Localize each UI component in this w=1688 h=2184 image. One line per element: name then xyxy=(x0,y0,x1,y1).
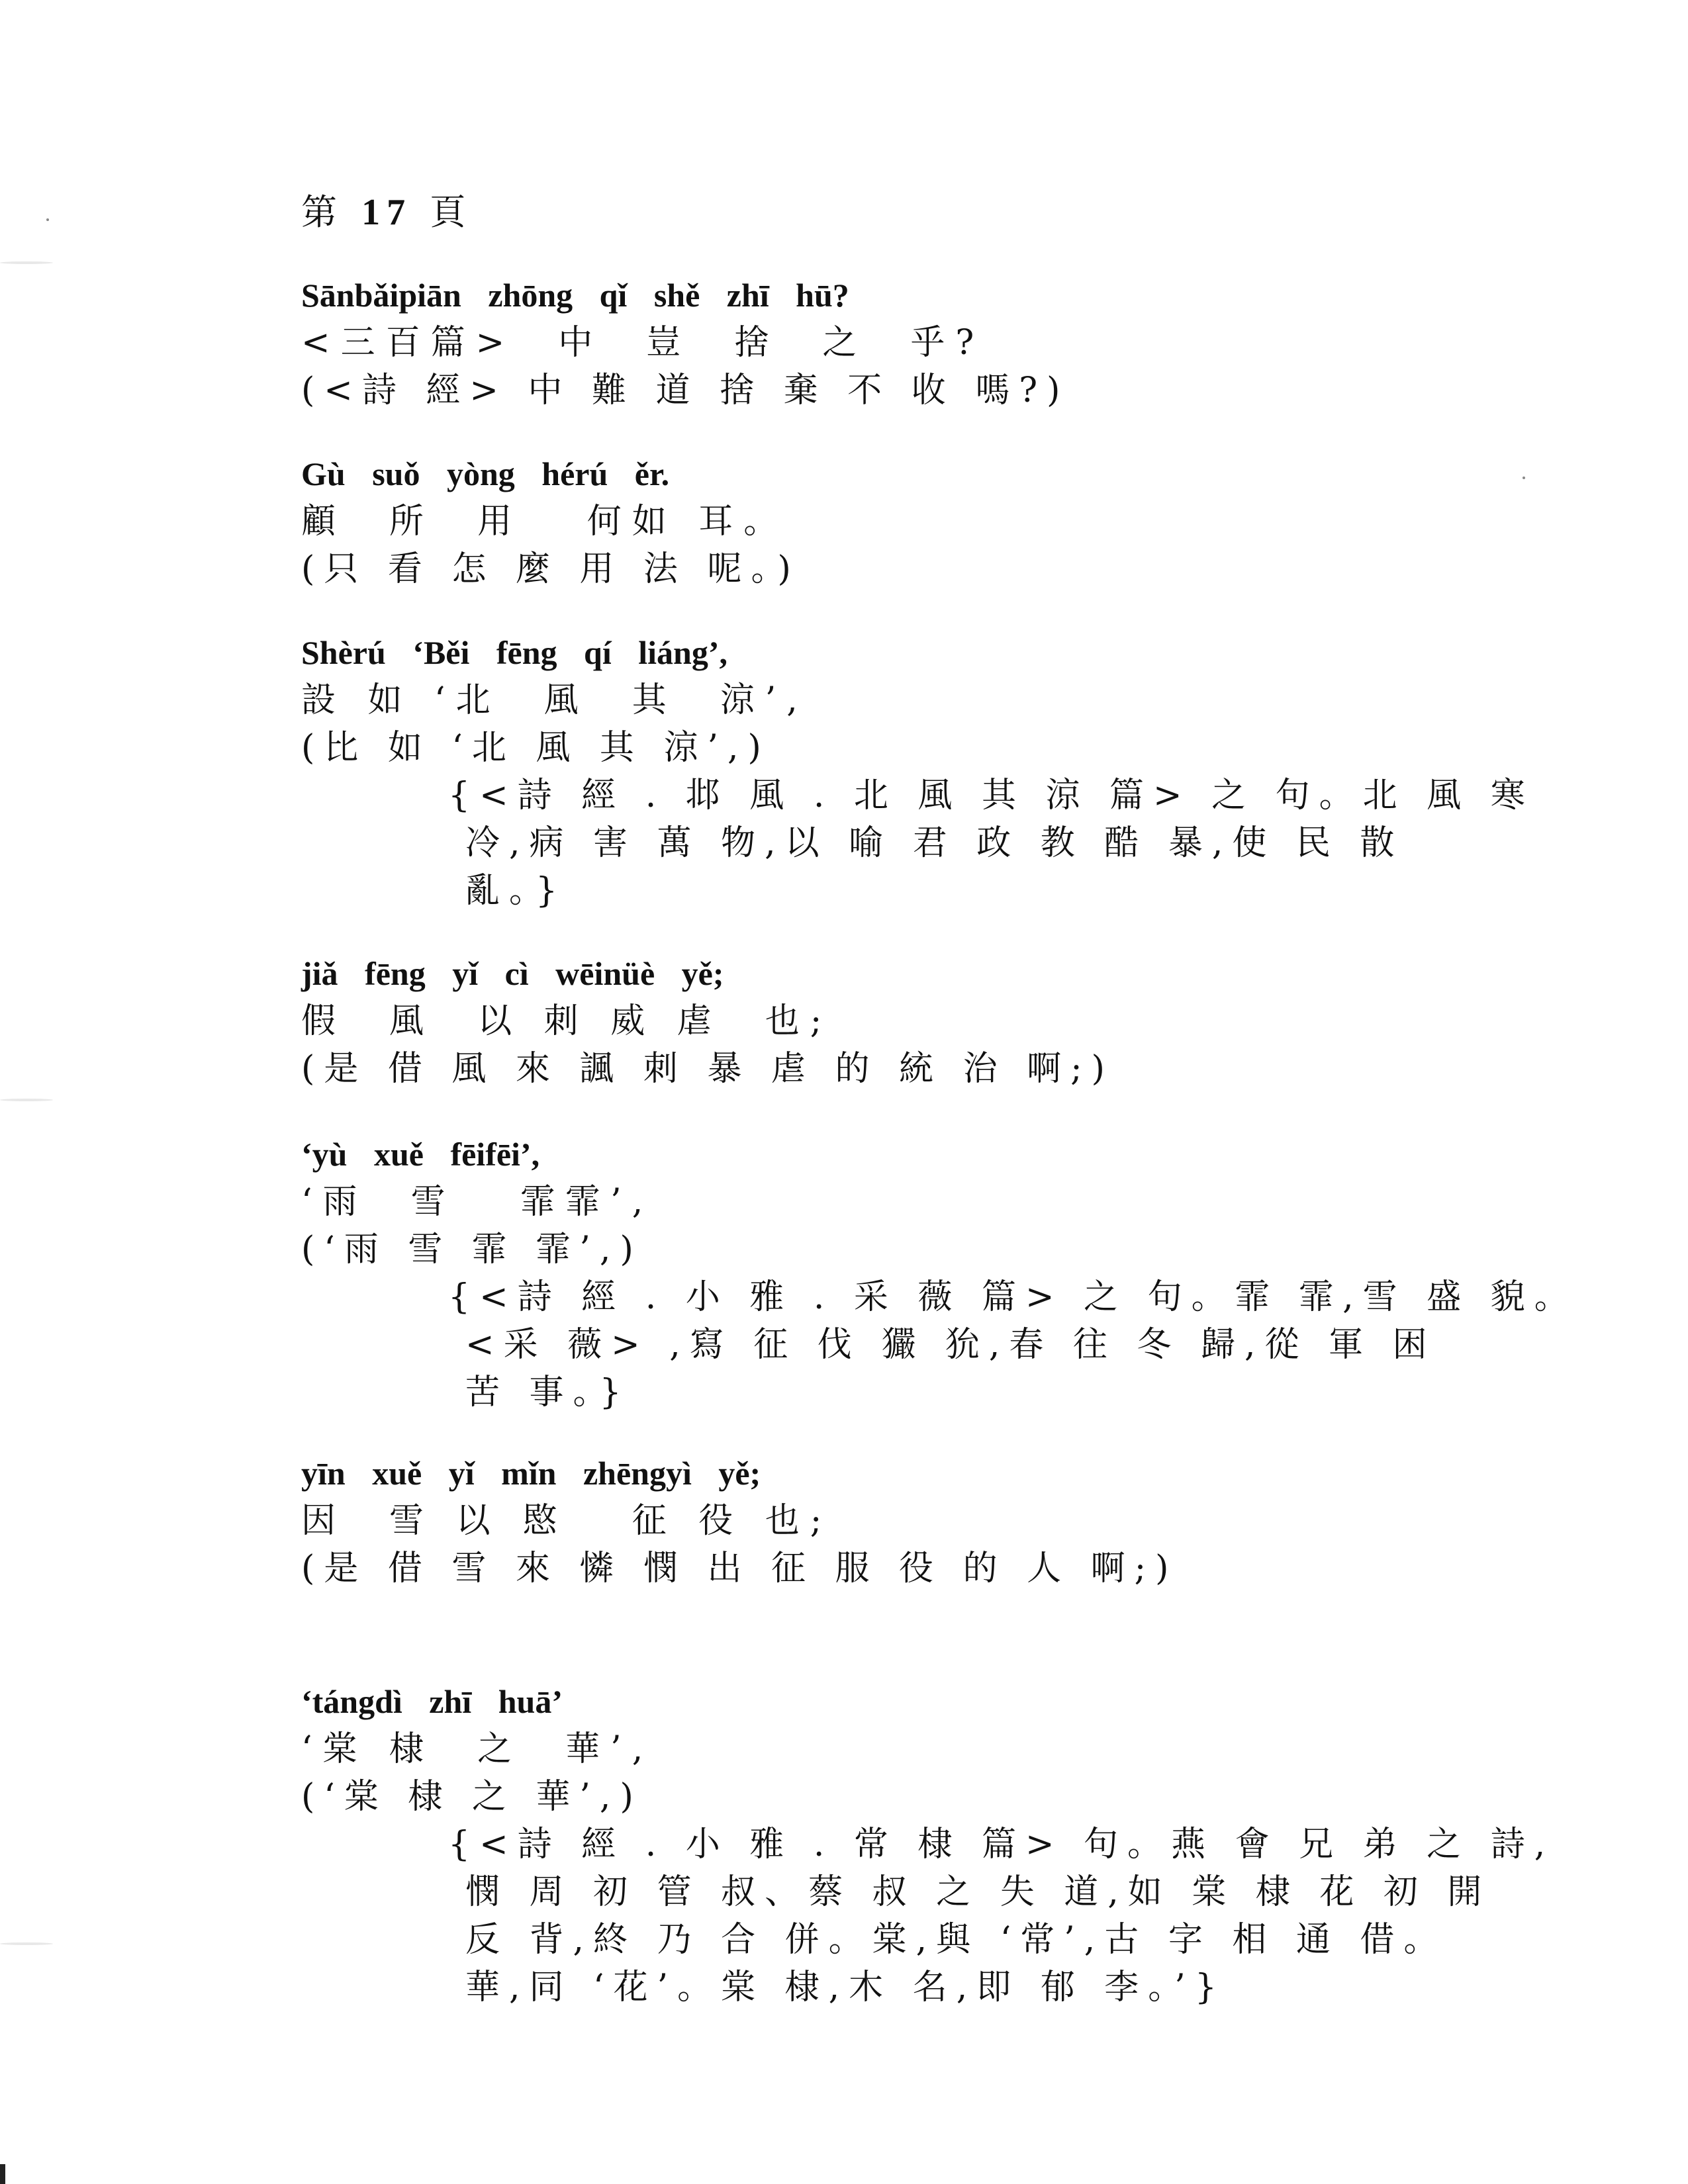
verse-block-5 xyxy=(301,1130,1578,1416)
pinyin-line: yīn xuě yǐ mǐn zhēngyì yě; xyxy=(301,1455,761,1492)
translation-line: (‘棠 棣 之 華’,) xyxy=(301,1777,643,1817)
note-line: {<詩 經 . 邶 風 . 北 風 其 涼 篇> 之 句。北 風 寒 xyxy=(448,776,1534,815)
verse-block-3 xyxy=(301,629,1559,915)
note-line: <采 薇> ,寫 征 伐 玁 狁,春 往 冬 歸,從 軍 困 xyxy=(465,1325,1436,1365)
note-line: 反 背,終 乃 合 併。棠,與 ‘常’,古 字 相 通 借。 xyxy=(465,1920,1448,1960)
note-line: 苦 事。} xyxy=(465,1373,631,1412)
scan-artifact xyxy=(0,261,53,264)
verse-block-7 xyxy=(301,1678,1559,2011)
translation-line: (只 看 怎 麼 用 法 呢。) xyxy=(301,549,800,589)
annotation-note xyxy=(448,1821,1555,2011)
translation-line: (<詩 經> 中 難 道 捨 棄 不 收 嗎?) xyxy=(301,371,1070,410)
pinyin-line: ‘yù xuě fēifēi’, xyxy=(301,1136,540,1173)
chinese-line: ‘棠 棣 之 華’, xyxy=(301,1729,654,1769)
translation-line: (是 借 風 來 諷 刺 暴 虐 的 統 治 啊;) xyxy=(301,1049,1114,1089)
chinese-line: 因 雪 以 愍 征 役 也; xyxy=(301,1501,833,1541)
note-line: 憫 周 初 管 叔、蔡 叔 之 失 道,如 棠 棣 花 初 開 xyxy=(465,1872,1491,1912)
note-line: 冷,病 害 萬 物,以 喻 君 政 教 酷 暴,使 民 散 xyxy=(465,823,1404,863)
page-number: 第 17 頁 xyxy=(301,191,473,233)
translation-line: (比 如 ‘北 風 其 涼’,) xyxy=(301,728,771,768)
chinese-line: ‘雨 雪 霏霏’, xyxy=(301,1182,654,1222)
note-line: {<詩 經 . 小 雅 . 采 薇 篇> 之 句。霏 霏,雪 盛 貌。 xyxy=(448,1277,1578,1317)
scan-edge-mark xyxy=(0,2164,5,2184)
scan-artifact xyxy=(0,1099,53,1101)
pinyin-line: Sānbǎipiān zhōng qǐ shě zhī hū? xyxy=(301,277,849,314)
translation-line: (‘雨 雪 霏 霏’,) xyxy=(301,1230,643,1269)
note-line: 亂。} xyxy=(465,871,567,911)
verse-block-2 xyxy=(301,450,1559,593)
scan-artifact xyxy=(0,1942,53,1945)
pinyin-line: jiǎ fēng yǐ cì wēinüè yě; xyxy=(301,955,724,992)
verse-block-6 xyxy=(301,1449,1559,1592)
verse-block-1 xyxy=(301,271,1559,414)
pinyin-line: Gù suǒ yòng hérú ěr. xyxy=(301,455,670,492)
scan-speck xyxy=(46,218,49,221)
annotation-note xyxy=(448,772,1534,915)
pinyin-line: Shèrú ‘Běi fēng qí liáng’, xyxy=(301,634,727,671)
pinyin-line: ‘tángdì zhī huā’ xyxy=(301,1683,563,1720)
note-line: 華,同 ‘花’。棠 棣,木 名,即 郁 李。’} xyxy=(465,1968,1226,2007)
annotation-note xyxy=(448,1273,1578,1416)
chinese-line: 假 風 以 刺 威 虐 也; xyxy=(301,1001,833,1041)
scan-speck xyxy=(1523,477,1525,479)
chinese-line: 顧 所 用 何如 耳。 xyxy=(301,502,789,541)
chinese-line: 設 如 ‘北 風 其 涼’, xyxy=(301,680,808,720)
note-line: {<詩 經 . 小 雅 . 常 棣 篇> 句。燕 會 兄 弟 之 詩, xyxy=(448,1825,1555,1864)
verse-block-4 xyxy=(301,950,1559,1093)
translation-line: (是 借 雪 來 憐 憫 出 征 服 役 的 人 啊;) xyxy=(301,1549,1178,1588)
chinese-line: <三百篇> 中 豈 捨 之 乎? xyxy=(301,323,985,363)
